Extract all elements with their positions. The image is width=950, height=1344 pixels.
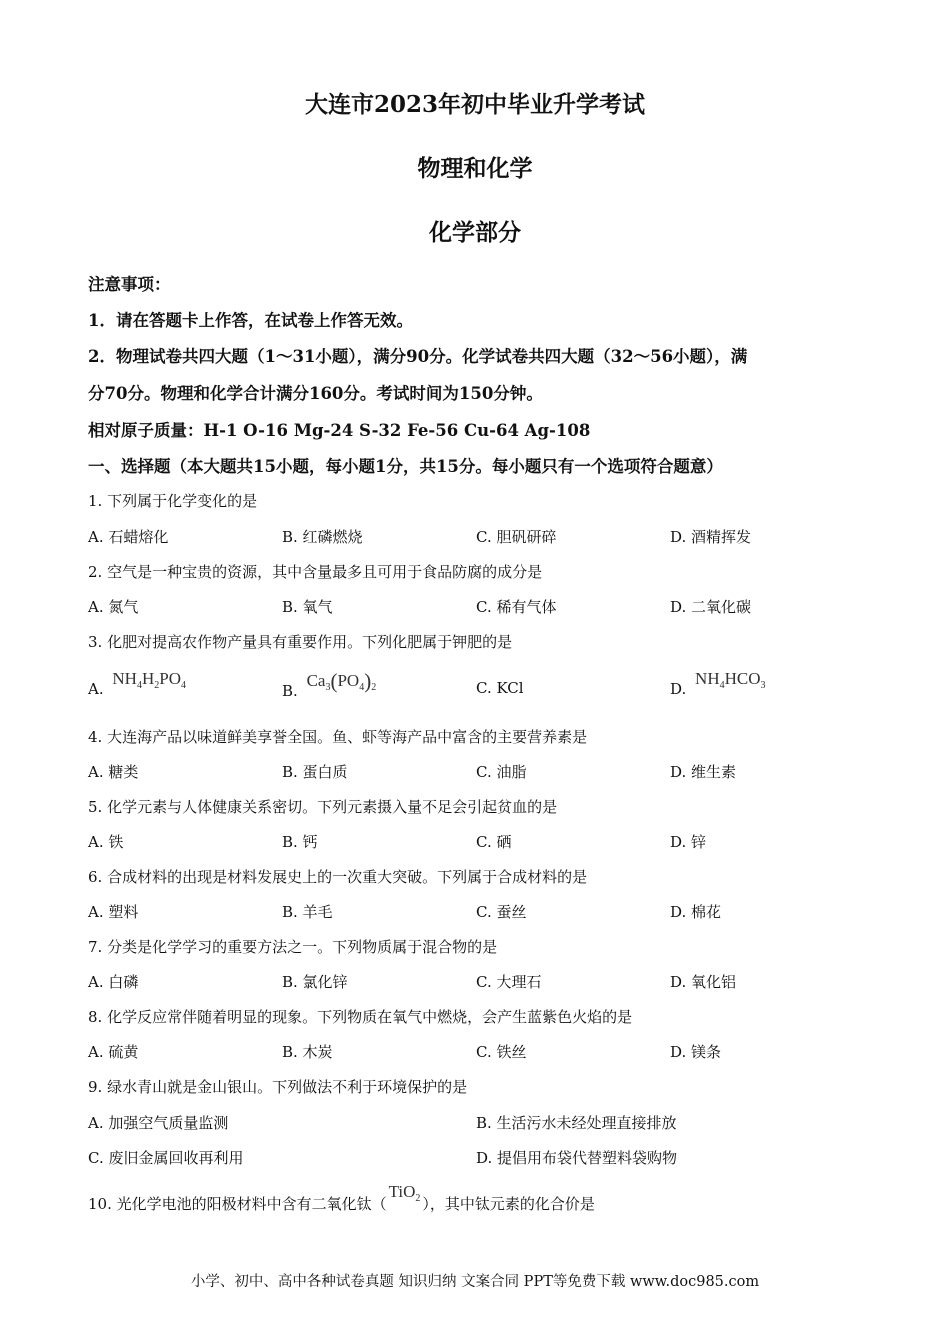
option-a: A. 加强空气质量监测 — [88, 1114, 229, 1132]
option-d-label: D. — [670, 680, 687, 698]
option-a — [88, 669, 186, 701]
option-c: C. 铁丝 — [476, 1043, 527, 1061]
option-d: D. 二氧化碳 — [670, 598, 752, 616]
option-b: B. 蛋白质 — [282, 763, 348, 781]
option-d: D. 氧化铝 — [670, 973, 737, 991]
option-c: C. 稀有气体 — [476, 598, 557, 616]
option-c: C. 废旧金属回收再利用 — [88, 1149, 244, 1167]
note-2-line-2: 分70分。物理和化学合计满分160分。考试时间为150分钟。 — [88, 384, 543, 403]
question-stem: 4. 大连海产品以味道鲜美享誉全国。鱼、虾等海产品中富含的主要营养素是 — [88, 728, 588, 746]
option-d: D. 酒精挥发 — [670, 528, 752, 546]
exam-title: 大连市2023年初中毕业升学考试 — [304, 91, 645, 118]
option-b: B. 氧气 — [282, 598, 333, 616]
option-a: A. 糖类 — [88, 763, 139, 781]
option-b: B. 木炭 — [282, 1043, 333, 1061]
option-d: D. 镁条 — [670, 1043, 722, 1061]
option-a: A. 铁 — [88, 833, 124, 851]
question-stem: 9. 绿水青山就是金山银山。下列做法不利于环境保护的是 — [88, 1078, 468, 1096]
option-b: B. 氯化锌 — [282, 973, 348, 991]
option-d: D. 提倡用布袋代替塑料袋购物 — [476, 1149, 678, 1167]
question-stem: 2. 空气是一种宝贵的资源，其中含量最多且可用于食品防腐的成分是 — [88, 563, 543, 581]
exam-subject: 物理和化学 — [417, 155, 533, 182]
question-stem: 5. 化学元素与人体健康关系密切。下列元素摄入量不足会引起贫血的是 — [88, 798, 558, 816]
option-d: D. 维生素 — [670, 763, 737, 781]
question-stem: 3. 化肥对提高农作物产量具有重要作用。下列化肥属于钾肥的是 — [88, 633, 513, 651]
exam-part: 化学部分 — [429, 219, 521, 246]
option-d — [670, 669, 766, 701]
option-a-label: A. — [88, 680, 104, 698]
option-c: C. 大理石 — [476, 973, 542, 991]
option-c: C. 油脂 — [476, 763, 527, 781]
option-b: B. 羊毛 — [282, 903, 333, 921]
option-c: C. KCl — [476, 679, 524, 697]
atomic-masses: 相对原子质量：H-1 O-16 Mg-24 S-32 Fe-56 Cu-64 Ag-108 — [88, 421, 591, 440]
question-stem: 1. 下列属于化学变化的是 — [88, 492, 258, 510]
question-stem: 6. 合成材料的出现是材料发展史上的一次重大突破。下列属于合成材料的是 — [88, 868, 588, 886]
option-a: A. 塑料 — [88, 903, 139, 921]
option-a: A. 硫黄 — [88, 1043, 139, 1061]
formula-ca3po42: $Ca_3(PO_4)_2$ — [306, 669, 377, 693]
note-2-line-1: 2．物理试卷共四大题（1～31小题），满分90分。化学试卷共四大题（32～56小题），满 — [88, 347, 748, 366]
formula-tio2: TiO$_2$ — [388, 1182, 421, 1204]
option-c: C. 硒 — [476, 833, 512, 851]
question-stem: 10. 光化学电池的阳极材料中含有二氧化钛（TiO$_2$ ），其中钛元素的化合价是 — [88, 1182, 595, 1213]
option-b-label: B. — [282, 682, 298, 700]
section-1-heading: 一、选择题（本大题共15小题，每小题1分，共15分。每小题只有一个选项符合题意） — [88, 457, 723, 476]
option-c: C. 蚕丝 — [476, 903, 527, 921]
option-c: C. 胆矾研碎 — [476, 528, 557, 546]
notes-heading: 注意事项： — [88, 275, 171, 294]
formula-nh4hco3: $NH_4HCO_3$ — [695, 669, 766, 691]
option-a: A. 氮气 — [88, 598, 139, 616]
option-d: D. 棉花 — [670, 903, 722, 921]
option-b: B. 生活污水未经处理直接排放 — [476, 1114, 677, 1132]
question-stem: 8. 化学反应常伴随着明显的现象。下列物质在氧气中燃烧，会产生蓝紫色火焰的是 — [88, 1008, 633, 1026]
option-b: B. 钙 — [282, 833, 318, 851]
option-b: B. 红磷燃烧 — [282, 528, 363, 546]
option-b — [282, 669, 377, 704]
option-d: D. 锌 — [670, 833, 707, 851]
option-a: A. 石蜡熔化 — [88, 528, 169, 546]
note-1: 1．请在答题卡上作答，在试卷上作答无效。 — [88, 311, 413, 330]
formula-nh4h2po4: $NH_4H_2PO_4$ — [112, 669, 186, 691]
option-a: A. 白磷 — [88, 973, 139, 991]
page-footer: 小学、初中、高中各种试卷真题 知识归纳 文案合同 PPT等免费下载 www.doc985.com — [190, 1274, 760, 1290]
question-stem: 7. 分类是化学学习的重要方法之一。下列物质属于混合物的是 — [88, 938, 498, 956]
